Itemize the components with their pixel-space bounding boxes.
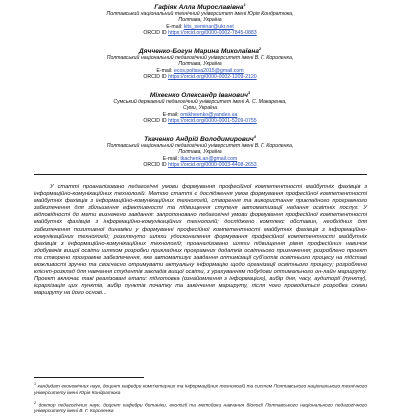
author-name: Міхеєнко Олександр Іванович$^3$ [149, 91, 251, 100]
author-4 [0, 134, 400, 168]
author-name: Ткаченко Андрій Володимирович$^4$ [144, 135, 256, 144]
author-2 [0, 46, 400, 80]
author-email-link[interactable]: tkachenk.an@gmail.com [180, 155, 238, 162]
footnote-item: $^2$ доктор педагогічних наук, доцент кафедри ботаніки, екології та методики навчання біології Полтавського національного педагогічного університету імені В. Г. Короленка [34, 400, 368, 415]
author-orcid-line: ORCID ID https://orcid.org/0000-0002-1209-2120 [143, 74, 257, 80]
author-affiliation: Сумський державний педагогічний університет імені А. С. Макаренка, [113, 99, 287, 106]
author-email-line: E-mail: tkachenk.an@gmail.com [162, 155, 238, 162]
author-affiliation: Полтавський національний технічний університет імені Юрія Кондратюка, [106, 11, 294, 18]
author-1 [0, 2, 400, 36]
author-orcid-link[interactable]: https://orcid.org/0000-0003-4408-2653 [168, 162, 257, 168]
author-email-link[interactable]: kits_seminar@ukr.net [183, 23, 234, 30]
author-affiliation: Полтавський національний педагогічний університет імені В. Г. Короленка, [106, 55, 294, 62]
abstract-text: У статті проаналізовано педагогічні умови формування професійної компетентності майбутніх фахівців з інформаційно-комунікаційних технологій. Метою статті є дослідження умов формування професійної компетентності майбутніх фахівців з інформаційно-комунікаційних технологій, створення та використання прикладного програмного забезпечення для збільшення ефективності та підвищення ступеня автоматизації надання освітніх послуг. У відповідності до мети визначено завдання: запропоновано педагогічні умови формування професійної компетентності майбутніх фахівців з інформаційно-комунікаційних технологій; досліджено комплекс обставин, необхідних для забезпечення позитивної динаміки у формуванні професійної компетентності майбутніх фахівців з інформаційно-комунікаційних технологій; розглянуто шляхи удосконалення формування професійної компетентності майбутніх фахівців з інформаційно-комунікаційних технологій; проаналізовано шляхи підвищення рівня професійних навичок здобувачів вищої освіти шляхом розробки прикладних програмних додатків освітнього призначення; розроблено проект та створено програмне забезпечення, яке автоматизує завдання оптимізації суб'єктів освітнього процесу на підставі можливості зручно та своєчасно отримувати актуальну інформацію щодо організації освітнього процесу; розроблено клієнт-розклад для навчання студентів закладів вищої освіти, з урахуванням побудови оптимального он-лайн маршруту. Проект включає такі реалізовані етапи: підготовка (ознайомлення з інформацією), вибір дня, часу, аудиторії (пункту), ієрархізація цих пунктів, вибір пунктів початку та закінчення маршруту, після чого проводиться розробка схеми маршруту на його основі... [34, 184, 367, 297]
author-orcid-link[interactable]: https://orcid.org/0000-0002-1209-2120 [168, 74, 257, 80]
author-email-link[interactable]: omikheenko@yandex.ua [180, 111, 238, 118]
author-email-line: E-mail: omikheenko@yandex.ua [162, 111, 238, 118]
author-city: Суми, Україна [183, 105, 217, 112]
footnote-divider [34, 377, 144, 378]
author-affiliation: Полтавський національний педагогічний університет імені В. Г. Короленка, [106, 143, 294, 150]
author-orcid-line: ORCID ID https://orcid.org/0000-0001-5209-0755 [143, 118, 257, 124]
author-city: Полтава, Україна [178, 17, 222, 24]
author-orcid-line: ORCID ID https://orcid.org/0000-0002-7845-0883 [143, 30, 257, 36]
footnote-item: $^1$ кандидат економічних наук, доцент кафедри комп'ютерних та інформаційних технологій та систем Полтавського національного технічного університету імені Юрія Кондратюка [34, 382, 367, 396]
author-orcid-line: ORCID ID https://orcid.org/0000-0003-4408-2653 [143, 162, 257, 168]
author-orcid-link[interactable]: https://orcid.org/0000-0002-7845-0883 [168, 30, 257, 36]
author-orcid-link[interactable]: https://orcid.org/0000-0001-5209-0755 [168, 118, 257, 124]
section-divider [34, 174, 367, 175]
author-3 [0, 90, 400, 124]
author-name: Гафіяк Алла Мирославівна$^1$ [154, 3, 246, 12]
author-city: Полтава, Україна [178, 149, 222, 156]
author-email-link[interactable]: ecos.poltava2015@gmail.com [174, 67, 244, 74]
author-email-line: E-mail: ecos.poltava2015@gmail.com [156, 67, 244, 74]
author-city: Полтава, Україна [178, 61, 222, 68]
author-name: Дячченко-Богун Марина Миколаївна$^2$ [138, 47, 262, 56]
author-email-line: E-mail: kits_seminar@ukr.net [166, 23, 234, 30]
